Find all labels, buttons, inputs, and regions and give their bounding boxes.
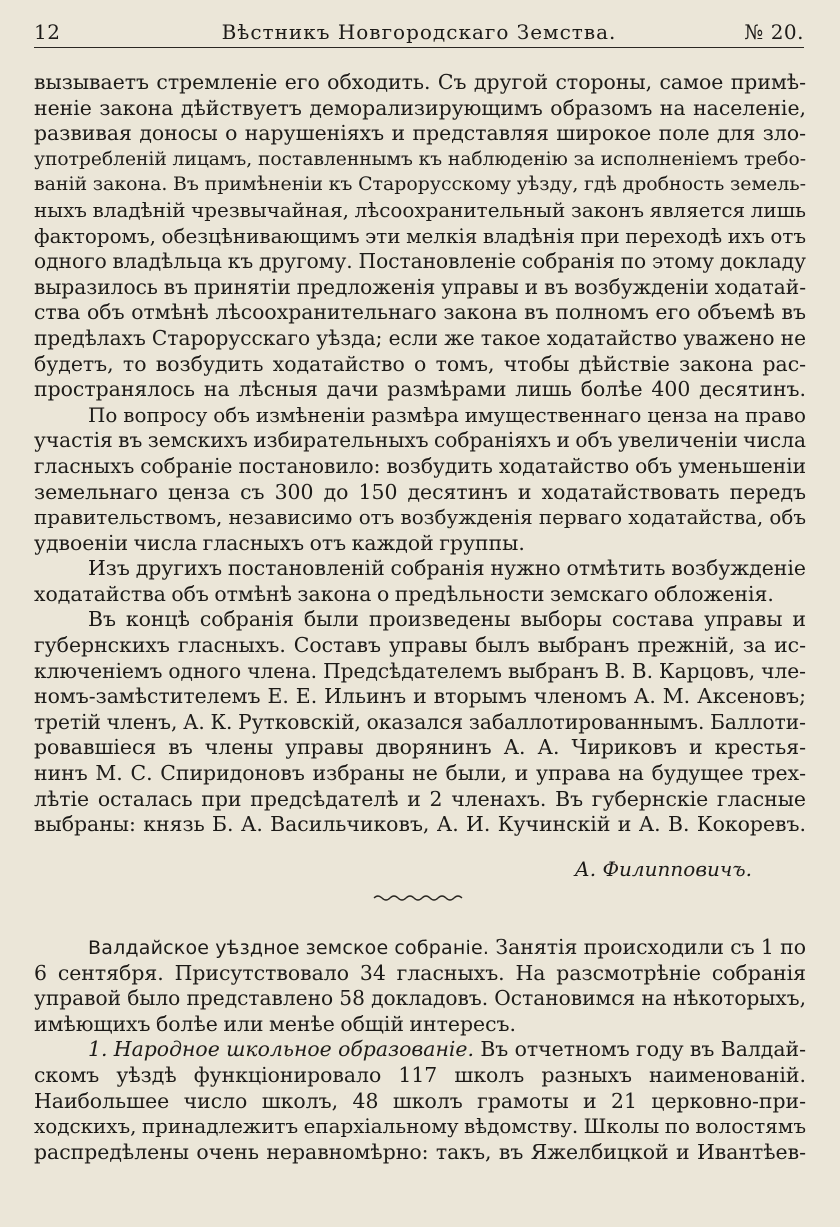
text-fragment: Въ отчетномъ году въ Валдай- xyxy=(480,1037,806,1062)
text-line: По вопросу объ измѣненіи размѣра имущественнаго ценза на право xyxy=(88,403,806,427)
text-line: ходатайства объ отмѣнѣ закона о предѣльности земскаго обложенія. xyxy=(34,581,774,606)
text-line: будетъ, то возбудить ходатайство о томъ, чтобы дѣйствіе закона рас- xyxy=(34,351,806,376)
text-line: Наибольшее число школъ, 48 школъ грамоты и 21 церковно-при- xyxy=(34,1088,806,1113)
text-line: неніе закона дѣйствуетъ деморализирующимъ образомъ на населеніе, xyxy=(34,95,806,120)
text-line: ходскихъ, принадлежитъ епархіальному вѣдомству. Школы по волостямъ xyxy=(34,1115,806,1139)
text-line: скомъ уѣздѣ функціонировало 117 школъ разныхъ наименованій. xyxy=(34,1062,806,1087)
text-line: участія въ земскихъ избирательныхъ собраніяхъ и объ увеличеніи числа xyxy=(34,428,806,453)
text-line: вызываетъ стремленіе его обходить. Съ другой стороны, самое примѣ- xyxy=(34,70,806,94)
section-divider-ornament xyxy=(372,893,464,903)
page-header xyxy=(34,18,804,50)
text-line: ваній закона. Въ примѣненіи къ Старорусскому уѣзду, гдѣ дробность земель- xyxy=(34,173,806,196)
text-line: развивая доносы о нарушеніяхъ и представляя широкое поле для зло- xyxy=(34,121,806,146)
author-signature: А. Филипповичъ. xyxy=(574,857,752,881)
text-line: управой было представлено 58 докладовъ. Остановимся на нѣкоторыхъ, xyxy=(34,986,806,1011)
text-line: факторомъ, обезцѣнивающимъ эти мелкія владѣнія при переходѣ ихъ отъ xyxy=(34,224,806,248)
section-valdai-text xyxy=(34,935,806,1165)
item-heading: 1. Народное школьное образованіе. xyxy=(88,1037,474,1062)
section-starorussky-text xyxy=(34,70,806,838)
text-line: Въ концѣ собранія были произведены выборы состава управы и xyxy=(88,607,806,632)
text-line: нинъ М. С. Спиридоновъ избраны не были, и управа на будущее трех- xyxy=(34,761,806,786)
text-line: имѣющихъ болѣе или менѣе общій интересъ. xyxy=(34,1011,516,1036)
text-line xyxy=(34,935,806,961)
text-line: лѣтіе осталась при предсѣдателѣ и 2 членахъ. Въ губернскіе гласные xyxy=(34,786,806,811)
text-line: правительствомъ, независимо отъ возбужденія перваго ходатайства, объ xyxy=(34,506,806,530)
text-line: гласныхъ собраніе постановило: возбудить ходатайство объ уменьшеніи xyxy=(34,453,806,478)
text-line: ныхъ владѣній чрезвычайная, лѣсоохранительный законъ является лишь xyxy=(34,198,806,222)
text-line: распредѣлены очень неравномѣрно: такъ, въ Яжелбицкой и Ивантѣев- xyxy=(34,1139,806,1164)
text-line: употребленій лицамъ, поставленнымъ къ наблюденію за исполненіемъ требо- xyxy=(34,148,806,170)
text-line: земельнаго ценза съ 300 до 150 десятинъ и ходатайствовать передъ xyxy=(34,479,806,504)
section-heading: Валдайское уѣздное земское собраніе. xyxy=(88,937,490,959)
journal-title: Вѣстникъ Новгородскаго Земства. xyxy=(221,20,617,44)
text-line: третій членъ, А. К. Рутковскій, оказался забаллотированнымъ. Баллоти- xyxy=(34,709,806,734)
text-line: ровавшіеся въ члены управы дворянинъ А. А. Чириковъ и крестья- xyxy=(34,735,806,760)
page-number: 12 xyxy=(34,20,61,44)
text-line: удвоеніи числа гласныхъ отъ каждой группы. xyxy=(34,530,525,555)
text-line: одного владѣльца къ другому. Постановленіе собранія по этому докладу xyxy=(34,249,806,274)
text-line: номъ-замѣстителемъ Е. Е. Ильинъ и вторымъ членомъ А. М. Аксеновъ; xyxy=(34,684,806,709)
issue-number: № 20. xyxy=(744,20,804,44)
text-line: ства объ отмѣнѣ лѣсоохранительнаго закона въ полномъ его объемѣ въ xyxy=(34,300,806,325)
header-rule xyxy=(34,47,804,48)
text-line: выразилось въ принятіи предложенія управы и въ возбужденіи ходатай- xyxy=(34,274,806,299)
text-line: Изъ другихъ постановленій собранія нужно отмѣтить возбужденіе xyxy=(88,556,806,581)
text-line: выбраны: князь Б. А. Васильчиковъ, А. И. Кучинскій и А. В. Кокоревъ. xyxy=(34,812,806,837)
text-line: ключеніемъ одного члена. Предсѣдателемъ выбранъ В. В. Карцовъ, чле- xyxy=(34,658,806,683)
text-line xyxy=(34,1037,806,1063)
text-line: губернскихъ гласныхъ. Составъ управы былъ выбранъ прежній, за ис- xyxy=(34,633,806,658)
text-line: пространялось на лѣсныя дачи размѣрами лишь болѣе 400 десятинъ. xyxy=(34,377,806,402)
text-line: 6 сентября. Присутствовало 34 гласныхъ. На разсмотрѣніе собранія xyxy=(34,960,806,985)
text-line: предѣлахъ Старорусскаго уѣзда; если же такое ходатайство уважено не xyxy=(34,325,806,350)
text-fragment: Занятія происходили съ 1 по xyxy=(495,935,806,959)
